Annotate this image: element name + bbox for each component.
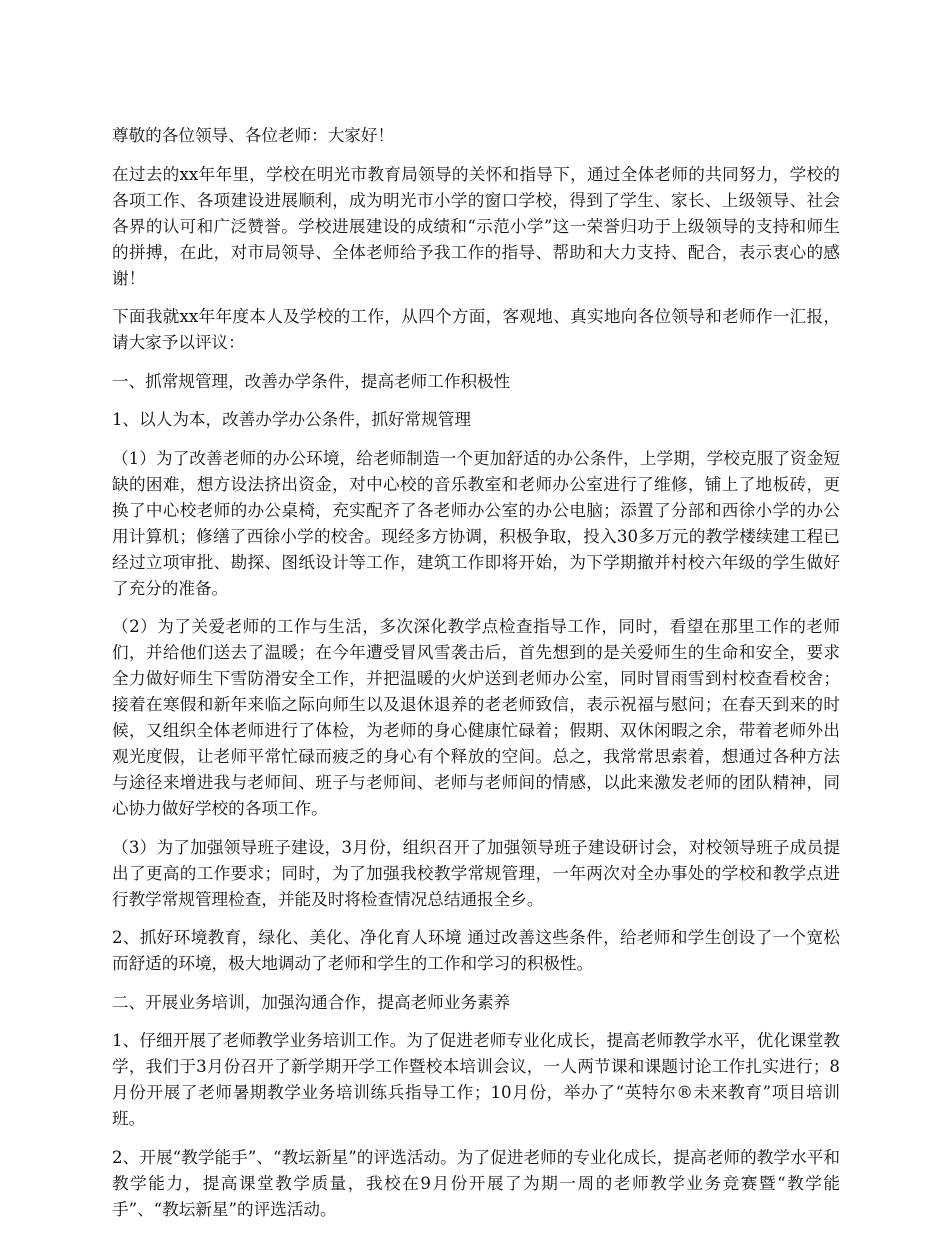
document-body <box>112 123 840 1235</box>
paragraph-item-3: （3）为了加强领导班子建设，3月份，组织召开了加强领导班子建设研讨会，对校领导班子成员提出了更高的工作要求；同时，为了加强我校教学常规管理，一年两次对全办事处的学校和教学点进行教学常规管理检查，并能及时将检查情况总结通报全乡。 <box>112 837 840 909</box>
subsection-heading-1-1: 1、以人为本，改善办学办公条件，抓好常规管理 <box>112 410 472 429</box>
subsection-heading-1-2: 2、抓好环境教育，绿化、美化、净化育人环境 通过改善这些条件，给老师和学生创设了一个宽松而舒适的环境，极大地调动了老师和学生的工作和学习的积极性。 <box>112 928 840 973</box>
paragraph-intro: 在过去的xx年年里，学校在明光市教育局领导的关怀和指导下，通过全体老师的共同努力，学校的各项工作、各项建设进展顺利，成为明光市小学的窗口学校，得到了学生、家长、上级领导、社会各界的认可和广泛赞誉。学校进展建设的成绩和“示范小学”这一荣誉归功于上级领导的支持和师生的拼搏，在此，对市局领导、全体老师给予我工作的指导、帮助和大力支持、配合，表示衷心的感谢！ <box>112 164 840 288</box>
paragraph-training-1: 1、仔细开展了老师教学业务培训工作。为了促进老师专业化成长，提高老师教学水平，优化课堂教学，我们于3月份召开了新学期开学工作暨校本培训会议，一人两节课和课题讨论工作扎实进行；8月份开展了老师暑期教学业务培训练兵指导工作；10月份，举办了“英特尔®未来教育”项目培训班。 <box>112 1031 840 1128</box>
section-heading-1: 一、抓常规管理，改善办学条件，提高老师工作积极性 <box>112 371 511 391</box>
paragraph-training-2: 2、开展“教学能手”、“教坛新星”的评选活动。为了促进老师的专业化成长，提高老师的教学水平和教学能力，提高课堂教学质量，我校在9月份开展了为期一周的老师教学业务竞赛暨“教学能手”、“教坛新星”的评选活动。 <box>112 1147 840 1219</box>
paragraph-item-1: （1）为了改善老师的办公环境，给老师制造一个更加舒适的办公条件，上学期，学校克服了资金短缺的困难，想方设法挤出资金，对中心校的音乐教室和老师办公室进行了维修，铺上了地板砖，更换了中心校老师的办公桌椅，充实配齐了各老师办公室的办公电脑；添置了分部和西徐小学的办公用计算机；修缮了西徐小学的校舍。现经多方协调，积极争取，投入30多万元的教学楼续建工程已经过立项审批、勘探、图纸设计等工作，建筑工作即将开始，为下学期撤并村校六年级的学生做好了充分的准备。 <box>112 448 840 598</box>
paragraph-report-overview: 下面我就xx年年度本人及学校的工作，从四个方面，客观地、真实地向各位领导和老师作一汇报，请大家予以评议： <box>112 307 840 352</box>
paragraph-item-2: （2）为了关爱老师的工作与生活，多次深化教学点检查指导工作，同时，看望在那里工作的老师们，并给他们送去了温暖；在今年遭受冒风雪袭击后，首先想到的是关爱师生的生命和安全，要求全力做好师生下雪防滑安全工作，并把温暖的火炉送到老师办公室，同时冒雨雪到村校查看校舍；接着在寒假和新年来临之际向师生以及退休退养的老老师致信，表示祝福与慰问；在春天到来的时候，又组织全体老师进行了体检，为老师的身心健康忙碌着；假期、双休闲暇之余，带着老师外出观光度假，让老师平常忙碌而疲乏的身心有个释放的空间。总之，我常常思索着，想通过各种方法与途径来增进我与老师间、班子与老师间、老师与老师间的情感，以此来激发老师的团队精神，同心协力做好学校的各项工作。 <box>112 617 840 818</box>
section-heading-2: 二、开展业务培训，加强沟通合作，提高老师业务素养 <box>112 992 511 1012</box>
greeting: 尊敬的各位领导、各位老师：大家好！ <box>112 126 395 145</box>
